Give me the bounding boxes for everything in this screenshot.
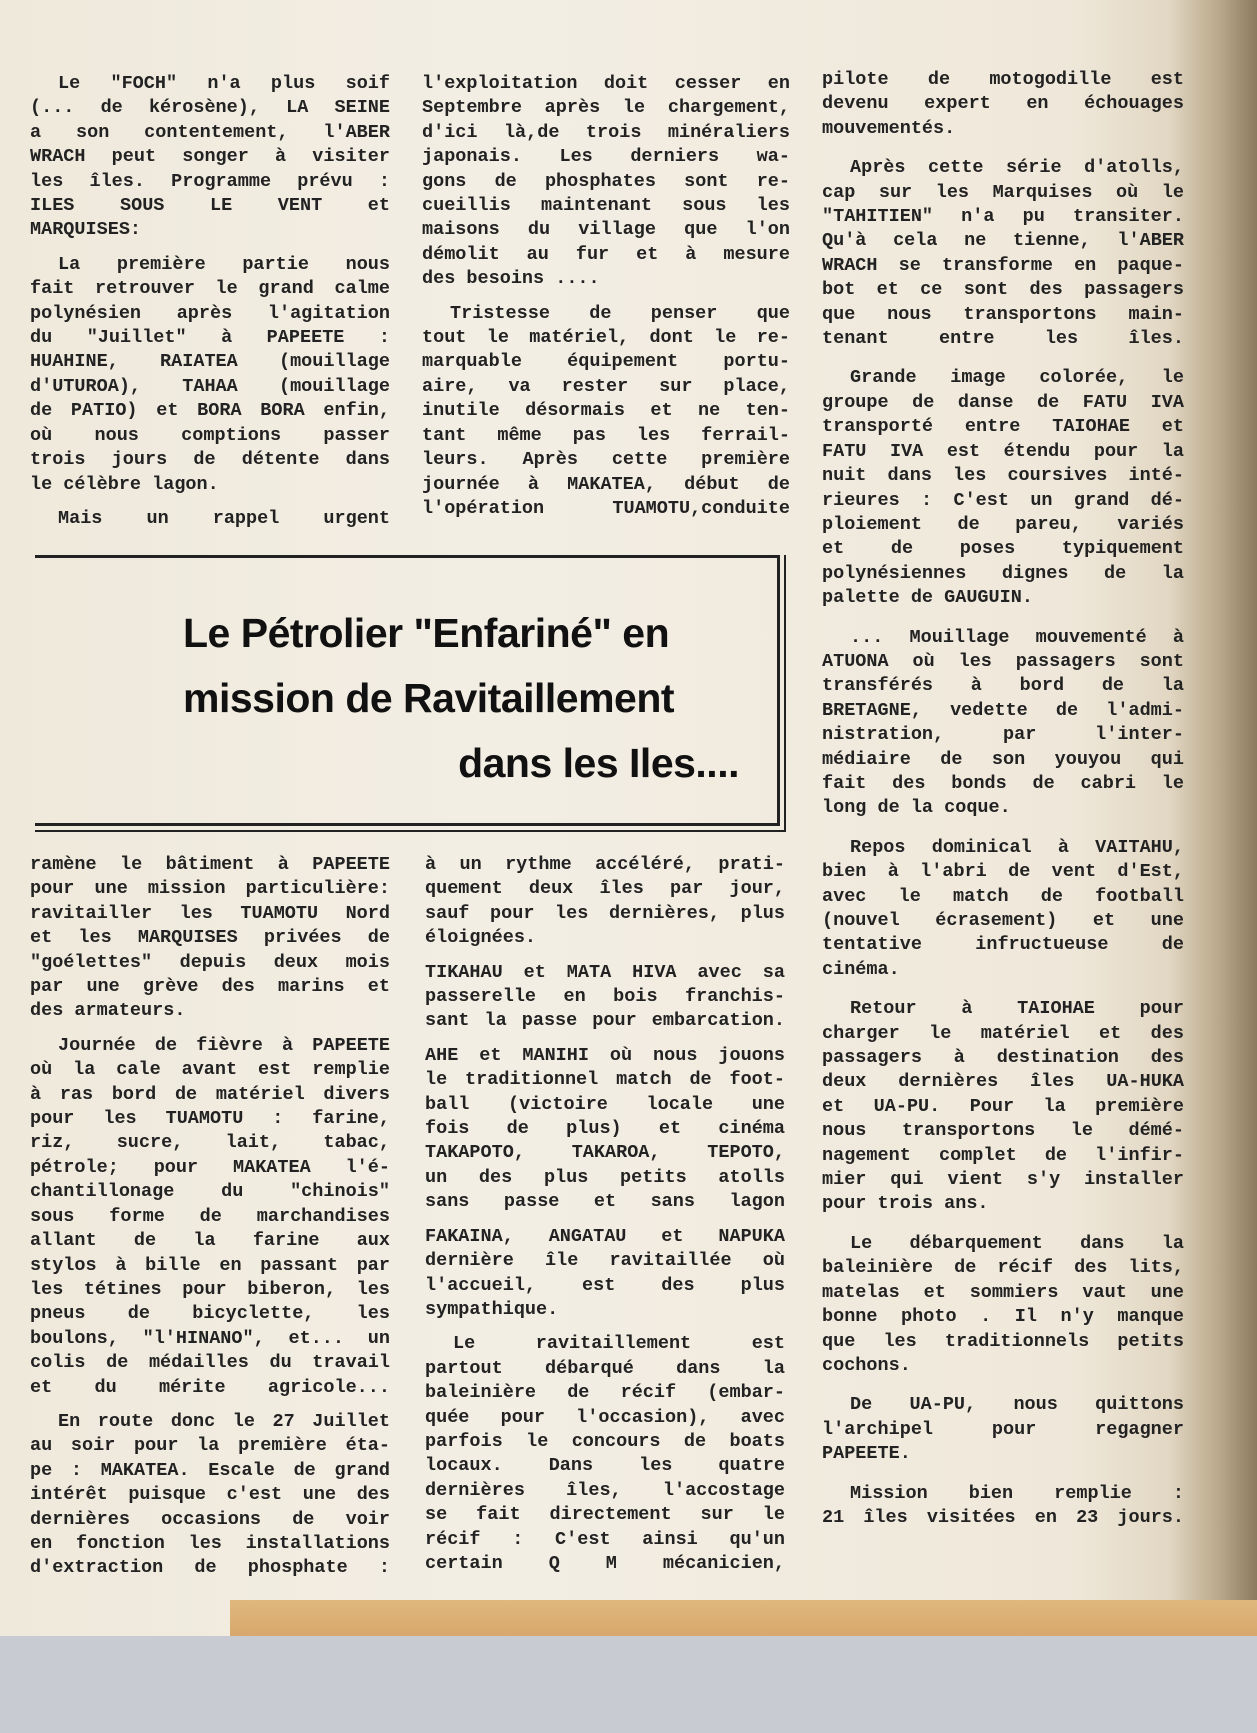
text-line: ploiement de pareu, variés [822, 513, 1184, 535]
paragraph [822, 836, 1184, 982]
text-line: un des plus petits atolls [425, 1166, 785, 1188]
text-line: au soir pour la première éta- [30, 1435, 390, 1457]
text-line: les tétines pour biberon, les [30, 1278, 390, 1300]
paragraph [30, 253, 390, 497]
text-line: le traditionnel match de foot- [425, 1069, 785, 1091]
text-line: cinéma. [822, 958, 900, 980]
text-line: l'archipel pour regagner [822, 1418, 1184, 1440]
paragraph [30, 72, 390, 243]
text-line: matelas et sommiers vaut une [822, 1281, 1184, 1303]
text-line: d'UTUROA), TAHAA (mouillage [30, 375, 390, 397]
text-line: stylos à bille en passant par [30, 1254, 390, 1276]
text-line: HUAHINE, RAIATEA (mouillage [30, 351, 390, 373]
text-line: fait des bonds de cabri le [822, 772, 1184, 794]
paragraph [822, 156, 1184, 351]
text-line: devenu expert en échouages [822, 93, 1184, 115]
text-line: polynésien après l'agitation [30, 302, 390, 324]
text-line: se fait directement sur le [425, 1504, 785, 1526]
text-line: gons de phosphates sont re- [422, 170, 790, 192]
paragraph [425, 1225, 785, 1323]
text-line: et les MARQUISES privées de [30, 927, 390, 949]
text-line: d'extraction de phosphate : [30, 1557, 390, 1579]
text-line: Après cette série d'atolls, [850, 157, 1184, 179]
text-line: ravitailler les TUAMOTU Nord [30, 902, 390, 924]
text-line: FATU IVA est étendu pour la [822, 440, 1184, 462]
text-line: rieures : C'est un grand dé- [822, 489, 1184, 511]
text-line: pour une mission particulière: [30, 878, 390, 900]
text-line: où la cale avant est remplie [30, 1059, 390, 1081]
paragraph [30, 853, 390, 1024]
text-line: sous forme de marchandises [30, 1205, 390, 1227]
text-line: tout le matériel, dont le re- [422, 327, 790, 349]
text-line: nistration, par l'inter- [822, 724, 1184, 746]
text-line: avec le match de football [822, 885, 1184, 907]
text-line: intérêt puisque c'est une des [30, 1484, 390, 1506]
text-line: En route donc le 27 Juillet [58, 1410, 390, 1432]
text-line: pe : MAKATEA. Escale de grand [30, 1459, 390, 1481]
text-line: AHE et MANIHI où nous jouons [425, 1044, 785, 1066]
text-line: l'opération TUAMOTU,conduite [422, 497, 790, 519]
text-line: en fonction les installations [30, 1532, 390, 1554]
text-line: groupe de danse de FATU IVA [822, 391, 1184, 413]
text-line: bien à l'abri de vent d'Est, [822, 861, 1184, 883]
text-line: colis de médailles du travail [30, 1352, 390, 1374]
text-line: WRACH se transforme en paque- [822, 254, 1184, 276]
text-line: De UA-PU, nous quittons [850, 1394, 1184, 1416]
text-line: palette de GAUGUIN. [822, 587, 1033, 609]
text-line: aire, va rester sur place, [422, 375, 790, 397]
text-line: les îles. Programme prévu : [30, 170, 390, 192]
text-line: sant la passe pour embarcation. [425, 1010, 785, 1032]
text-line: japonais. Les derniers wa- [422, 146, 790, 168]
text-line: WRACH peut songer à visiter [30, 146, 390, 168]
text-line: ramène le bâtiment à PAPEETE [30, 854, 390, 875]
text-line: leurs. Après cette première [422, 449, 790, 471]
text-line: La première partie nous [58, 253, 390, 275]
paragraph [822, 1393, 1184, 1466]
text-line: (... de kérosène), LA SEINE [30, 97, 390, 119]
text-line: Le "FOCH" n'a plus soif [58, 73, 390, 94]
text-line: pour trois ans. [822, 1193, 989, 1215]
text-line: boulons, "l'HINANO", et... un [30, 1327, 390, 1349]
paragraph [822, 1232, 1184, 1378]
text-line: Mais un rappel urgent [58, 507, 390, 529]
text-line: et de poses typiquement [822, 538, 1184, 560]
text-line: quement deux îles par jour, [425, 878, 785, 900]
text-line: pilote de motogodille est [822, 69, 1184, 90]
text-line: baleinière de récif (embar- [425, 1382, 785, 1404]
text-line: médiaire de son youyou qui [822, 748, 1184, 770]
text-line: récif : C'est ainsi qu'un [425, 1528, 785, 1550]
text-line: transporté entre TAIOHAE et [822, 416, 1184, 438]
text-line: a son contentement, l'ABER [30, 121, 390, 143]
headline-box [35, 555, 780, 826]
text-line: des besoins .... [422, 268, 600, 290]
text-line: polynésiennes dignes de la [822, 562, 1184, 584]
text-line: cueillis maintenant sous les [422, 195, 790, 217]
text-line: 21 îles visitées en 23 jours. [822, 1506, 1184, 1528]
text-line: ILES SOUS LE VENT et [30, 195, 390, 217]
text-line: nous transportons le démé- [822, 1120, 1184, 1142]
column-top-left [30, 72, 390, 541]
text-line: parfois le concours de boats [425, 1430, 785, 1452]
text-line: certain Q M mécanicien, [425, 1552, 785, 1574]
text-line: charger le matériel et des [822, 1022, 1184, 1044]
text-line: Retour à TAIOHAE pour [850, 998, 1184, 1020]
paragraph [425, 961, 785, 1034]
text-line: nuit dans les coursives inté- [822, 465, 1184, 487]
text-line: Le débarquement dans la [850, 1232, 1184, 1254]
text-line: où nous comptions passer [30, 424, 390, 446]
text-line: riz, sucre, lait, tabac, [30, 1132, 390, 1154]
text-line: et UA-PU. Pour la première [822, 1095, 1184, 1117]
text-line: que les traditionnels petits [822, 1330, 1184, 1352]
text-line: passerelle en bois franchis- [425, 986, 785, 1008]
text-line: sauf pour les dernières, plus [425, 902, 785, 924]
text-line: bot et ce sont des passagers [822, 279, 1184, 301]
text-line: l'exploitation doit cesser en [422, 73, 790, 94]
text-line: tenant entre les îles. [822, 328, 1184, 350]
text-line: pour les TUAMOTU : farine, [30, 1108, 390, 1130]
paragraph [822, 997, 1184, 1217]
text-line: bonne photo . Il n'y manque [822, 1306, 1184, 1328]
text-line: tentative infructueuse de [822, 934, 1184, 956]
text-line: chantillonage du "chinois" [30, 1181, 390, 1203]
text-line: journée à MAKATEA, début de [422, 473, 790, 495]
column-right [822, 68, 1184, 1545]
text-line: cap sur les Marquises où le [822, 181, 1184, 203]
text-line: (nouvel écrasement) et une [822, 910, 1184, 931]
text-line: trois jours de détente dans [30, 449, 390, 471]
text-line: Repos dominical à VAITAHU, [850, 836, 1184, 858]
headline-line-2: mission de Ravitaillement [183, 675, 675, 721]
text-line: à ras bord de matériel divers [30, 1083, 390, 1105]
paragraph [422, 72, 790, 292]
text-line: long de la coque. [822, 797, 1011, 819]
text-line: passagers à destination des [822, 1047, 1184, 1069]
text-line: Septembre après le chargement, [422, 97, 790, 119]
text-line: le célèbre lagon. [30, 473, 219, 495]
paragraph [425, 1044, 785, 1215]
paragraph [822, 626, 1184, 821]
paragraph [30, 1410, 390, 1581]
text-line: inutile désormais et ne ten- [422, 400, 790, 422]
paragraph [822, 366, 1184, 610]
text-line: dernières îles, l'accostage [425, 1479, 785, 1501]
text-line: marquable équipement portu- [422, 351, 790, 373]
text-line: par une grève des marins et [30, 976, 390, 998]
text-line: dernière île ravitaillée où [425, 1250, 785, 1272]
text-line: ... Mouillage mouvementé à [850, 626, 1184, 648]
paragraph [425, 853, 785, 951]
text-line: dernières occasions de voir [30, 1508, 390, 1530]
text-line: que nous transportons main- [822, 303, 1184, 325]
text-line: Le ravitaillement est [453, 1333, 785, 1355]
headline-line-1: Le Pétrolier "Enfariné" en [183, 610, 670, 656]
text-line: pétrole; pour MAKATEA l'é- [30, 1156, 390, 1178]
text-line: du "Juillet" à PAPEETE : [30, 327, 390, 349]
text-line: allant de la farine aux [30, 1230, 390, 1252]
text-line: MARQUISES: [30, 219, 142, 241]
column-top-middle [422, 72, 790, 531]
text-line: sympathique. [425, 1298, 559, 1320]
text-line: mouvementés. [822, 117, 956, 139]
text-line: fait retrouver le grand calme [30, 278, 390, 300]
text-line: ball (victoire locale une [425, 1093, 785, 1115]
text-line: démolit au fur et à mesure [422, 243, 790, 265]
text-line: BRETAGNE, vedette de l'admi- [822, 699, 1184, 721]
text-line: des armateurs. [30, 1000, 186, 1022]
text-line: baleinière de récif des lits, [822, 1257, 1184, 1279]
text-line: à un rythme accéléré, prati- [425, 854, 785, 875]
text-line: Grande image colorée, le [850, 367, 1184, 389]
text-line: Journée de fièvre à PAPEETE [58, 1034, 390, 1056]
paragraph [822, 68, 1184, 141]
text-line: TIKAHAU et MATA HIVA avec sa [425, 961, 785, 983]
text-line: et du mérite agricole... [30, 1376, 390, 1398]
text-line: l'accueil, est des plus [425, 1274, 785, 1296]
text-line: fois de plus) et cinéma [425, 1118, 785, 1140]
text-line: tant même pas les ferrail- [422, 424, 790, 446]
text-line: "TAHITIEN" n'a pu transiter. [822, 206, 1184, 228]
text-line: TAKAPOTO, TAKAROA, TEPOTO, [425, 1142, 785, 1164]
text-line: de PATIO) et BORA BORA enfin, [30, 400, 390, 422]
column-bottom-middle [425, 853, 785, 1586]
text-line: locaux. Dans les quatre [425, 1455, 785, 1477]
text-line: Qu'à cela ne tienne, l'ABER [822, 230, 1184, 252]
text-line: "goélettes" depuis deux mois [30, 951, 390, 973]
text-line: partout débarqué dans la [425, 1357, 785, 1379]
text-line: PAPEETE. [822, 1443, 911, 1465]
background-surface [0, 1636, 1257, 1733]
text-line: mier qui vient s'y installer [822, 1169, 1184, 1191]
text-line: d'ici là,de trois minéraliers [422, 121, 790, 143]
text-line: quée pour l'occasion), avec [425, 1406, 785, 1428]
text-line: sans passe et sans lagon [425, 1191, 785, 1213]
column-bottom-left [30, 853, 390, 1591]
paragraph [822, 1482, 1184, 1531]
text-line: cochons. [822, 1354, 911, 1376]
text-line: FAKAINA, ANGATAU et NAPUKA [425, 1225, 785, 1247]
paragraph [425, 1332, 785, 1576]
text-line: nagement complet de l'infir- [822, 1144, 1184, 1166]
paragraph [422, 302, 790, 522]
text-line: deux dernières îles UA-HUKA [822, 1071, 1184, 1093]
headline-line-3: dans les Iles.... [458, 740, 739, 786]
text-line: Tristesse de penser que [450, 302, 790, 324]
paragraph [30, 1034, 390, 1400]
text-line: éloignées. [425, 927, 537, 949]
text-line: Mission bien remplie : [850, 1482, 1184, 1504]
text-line: pneus de bicyclette, les [30, 1303, 390, 1325]
text-line: ATUONA où les passagers sont [822, 650, 1184, 672]
paragraph [30, 507, 390, 531]
text-line: maisons du village que l'on [422, 219, 790, 241]
text-line: transférés à bord de la [822, 675, 1184, 697]
